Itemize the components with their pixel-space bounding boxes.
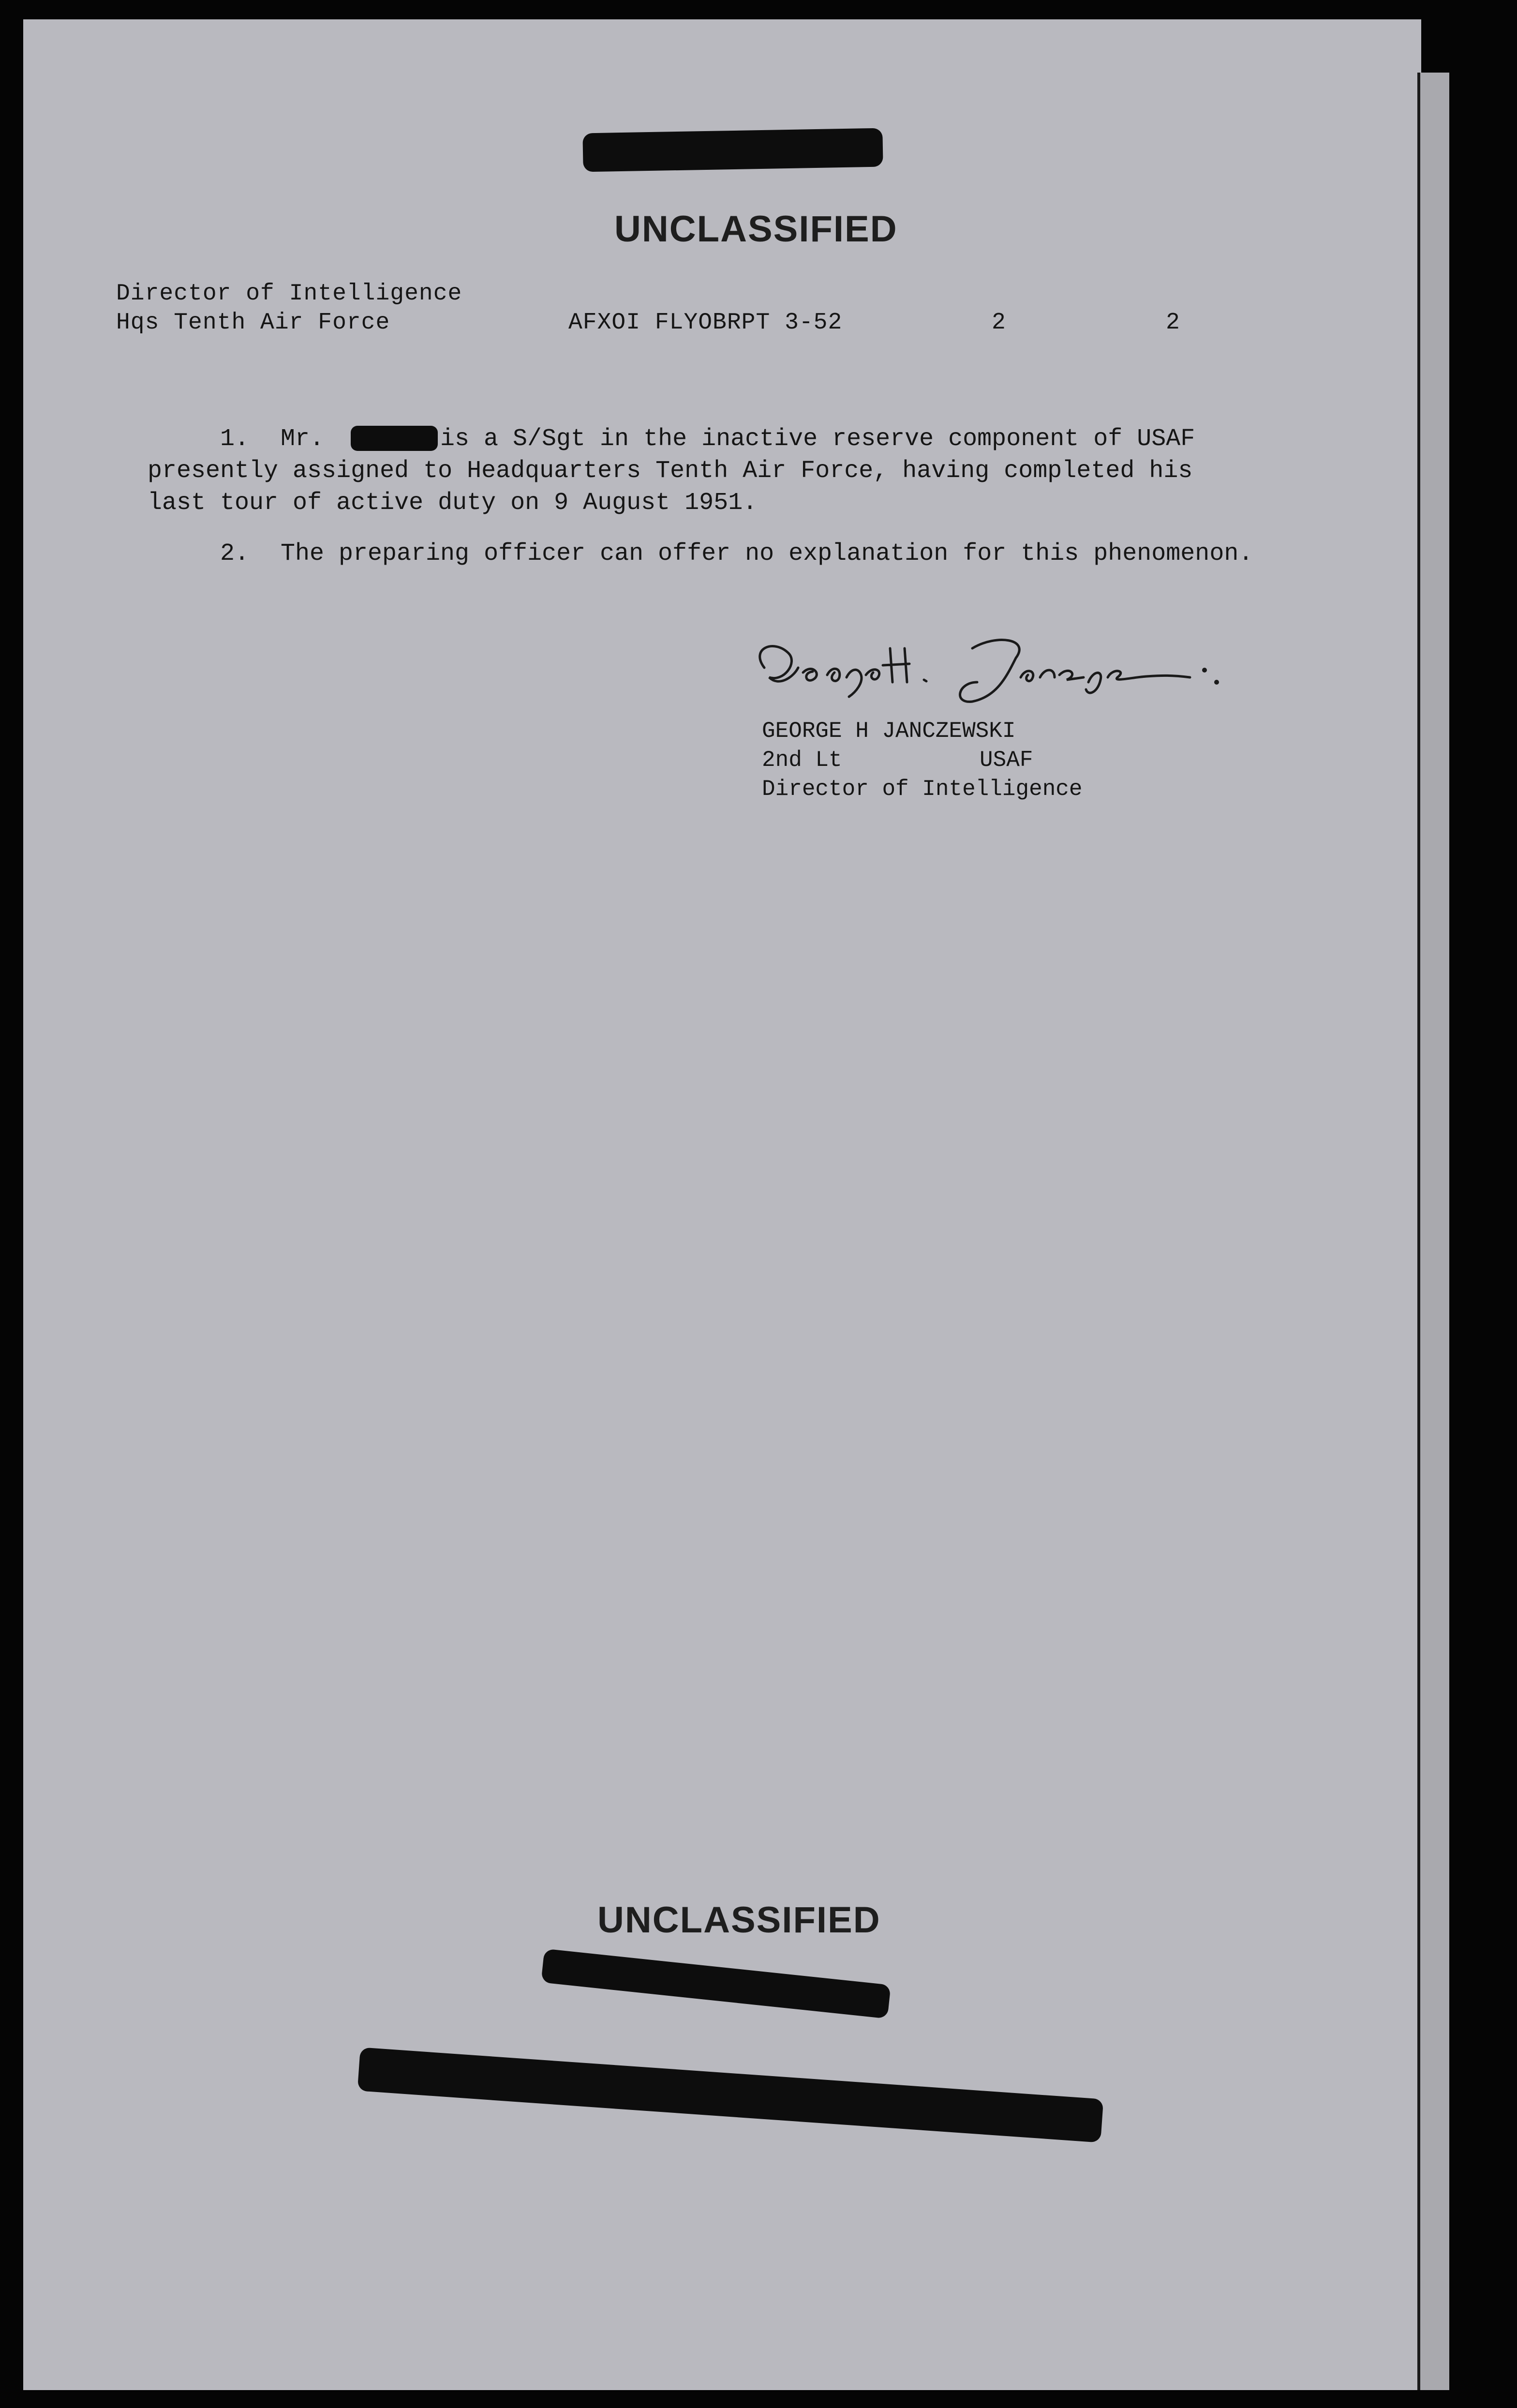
document-page [23,19,1421,2390]
handwritten-signature [745,629,1277,711]
signatory-title: Director of Intelligence [762,777,1083,802]
page-number-2: 2 [1166,310,1180,336]
paragraph-1-number: 1. [220,425,250,453]
redaction-mark-top [582,128,883,172]
underlying-page-edge [1417,73,1449,2390]
paragraph-1-line-3: last tour of active duty on 9 August 1951. [148,489,758,517]
addressee-line-1: Director of Intelligence [116,281,462,307]
paragraph-1-mr: Mr. [281,425,325,453]
classification-stamp-top: UNCLASSIFIED [614,209,898,250]
page-number-1: 2 [992,310,1006,336]
paragraph-2-line-1: The preparing officer can offer no explanation for this phenomenon. [281,540,1253,568]
addressee-line-2: Hqs Tenth Air Force [116,310,390,336]
paragraph-2-number: 2. [220,540,250,568]
paragraph-1-line-2: presently assigned to Headquarters Tenth Air Force, having completed his [148,457,1193,485]
signatory-name: GEORGE H JANCZEWSKI [762,718,1016,744]
paragraph-1-line-1: is a S/Sgt in the inactive reserve component of USAF [440,425,1195,453]
signatory-rank: 2nd Lt [762,748,842,773]
redacted-name [351,426,438,451]
signatory-service: USAF [980,748,1033,773]
classification-stamp-bottom: UNCLASSIFIED [597,1899,881,1941]
file-reference: AFXOI FLYOBRPT 3-52 [568,310,843,336]
